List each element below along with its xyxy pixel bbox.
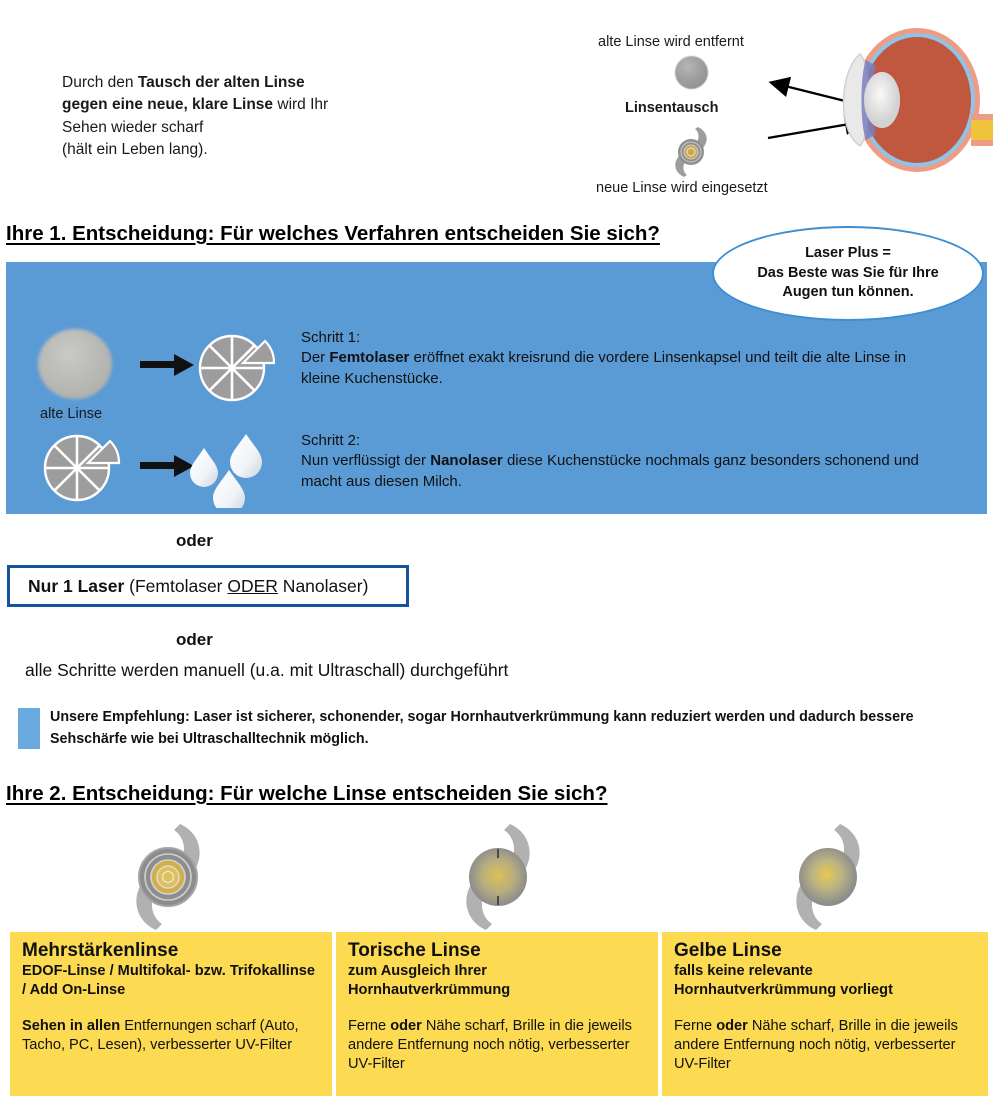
recommendation-text: Unsere Empfehlung: Laser ist sicherer, schonender, sogar Hornhautverkrümmung kann reduziert werden und dadurch bessere Sehschärfe wie bei Ultraschalltechnik möglich. (50, 709, 914, 747)
intro-line1-bold: Tausch der alten Linse (137, 74, 305, 91)
right-arrow-icon-step1 (140, 352, 196, 378)
eye-diagram (580, 12, 993, 197)
lens-card-body-bold: oder (716, 1018, 748, 1035)
one-laser-rest-a: (Femtolaser (124, 575, 228, 596)
lens-card-body-a: Ferne (674, 1018, 717, 1035)
callout-line1: Laser Plus = (805, 245, 891, 262)
step2-text-bold: Nanolaser (430, 452, 503, 470)
lens-card-body-bold: oder (390, 1018, 422, 1035)
callout-line2: Das Beste was Sie für Ihre (757, 264, 939, 281)
intro-line1-plain: Durch den (62, 74, 138, 91)
lens-card-title: Torische Linse (348, 940, 481, 961)
intro-line3: Sehen wieder scharf (62, 118, 204, 136)
lens-card-body (22, 1017, 320, 1055)
step2-text-a: Nun verflüssigt der (301, 452, 431, 470)
one-laser-underline: ODER (227, 575, 278, 596)
old-lens-caption: alte Linse (40, 406, 103, 422)
lens-card-body-rest: Entfernungen scharf (Auto, Tacho, PC, Lesen), verbesserter UV-Filter (22, 1018, 299, 1054)
manual-procedure-text: alle Schritte werden manuell (u.a. mit Ultraschall) durchgeführt (25, 660, 509, 680)
oder-separator-1: oder (176, 531, 213, 550)
one-laser-bold: Nur 1 Laser (28, 575, 125, 596)
yellow-lens-icon (778, 818, 878, 941)
step2-label: Schritt 2: (301, 432, 361, 449)
step2-text-b: diese Kuchenstücke nochmals ganz besonders schonend und macht aus diesen Milch. (301, 452, 919, 490)
one-laser-option-box (7, 565, 409, 607)
lens-card-toric (336, 932, 658, 1096)
eye-cross-section-icon (832, 14, 993, 186)
cataract-lens-icon (38, 329, 112, 399)
step1-text-a: Der (301, 349, 330, 367)
intro-line2-bold: gegen eine neue, klare Linse (62, 96, 274, 114)
step1-label: Schritt 1: (301, 329, 361, 346)
callout-line3: Augen tun können. (782, 284, 914, 301)
lens-card-multifocal (10, 932, 332, 1096)
lens-card-body (348, 1017, 646, 1074)
step1-text-bold: Femtolaser (329, 349, 410, 367)
intro-paragraph (62, 72, 392, 161)
step2-description (301, 431, 941, 492)
intro-line4: (hält ein Leben lang). (62, 140, 208, 158)
eye-label-old-lens-removed: alte Linse wird entfernt (598, 34, 744, 50)
oder-separator-2: oder (176, 630, 213, 649)
toric-lens-icon (448, 818, 548, 941)
step1-description (301, 328, 941, 389)
segmented-lens-icon-2 (41, 430, 121, 506)
intro-line2-plain: wird Ihr (273, 96, 329, 114)
recommendation-accent-bar (18, 708, 40, 749)
lens-card-body (674, 1017, 976, 1074)
lens-card-yellow (662, 932, 988, 1096)
step1-text-b: eröffnet exakt kreisrund die vordere Linsenkapsel und teilt die alte Linse in kleine Kuchenstücke. (301, 349, 907, 387)
page-heading-1: Ihre 1. Entscheidung: Für welches Verfahren entscheiden Sie sich? (6, 222, 660, 245)
lens-card-body-rest: Nähe scharf, Brille in die jeweils andere Entfernung noch nötig, verbesserter UV-Filter (348, 1018, 632, 1073)
water-droplets-icon (182, 428, 292, 508)
lens-card-title: Gelbe Linse (674, 940, 782, 961)
laser-plus-callout (712, 226, 984, 321)
lens-card-body-rest: Nähe scharf, Brille in die jeweils andere Entfernung noch nötig, verbesserter UV-Filter (674, 1018, 958, 1073)
lens-card-subtitle: EDOF-Linse / Multifokal- bzw. Trifokallinse / Add On-Linse (22, 963, 315, 998)
eye-label-new-lens-inserted: neue Linse wird eingesetzt (596, 180, 768, 196)
segmented-lens-icon-1 (196, 330, 276, 406)
lens-card-body-a: Ferne (348, 1018, 391, 1035)
laser-plus-title: LASER PLUS (Femtolaser UND Nanolaser) (26, 14, 490, 40)
lens-card-body-bold: Sehen in allen (22, 1018, 121, 1035)
page-heading-2: Ihre 2. Entscheidung: Für welche Linse entscheiden Sie sich? (6, 782, 608, 805)
lens-card-subtitle: zum Ausgleich Ihrer Hornhautverkrümmung (348, 963, 511, 998)
lens-card-subtitle: falls keine relevante Hornhautverkrümmung vorliegt (674, 963, 893, 998)
lens-card-title: Mehrstärkenlinse (22, 940, 179, 961)
one-laser-text (28, 576, 368, 597)
one-laser-rest-b: Nanolaser) (277, 575, 369, 596)
eye-label-lens-exchange: Linsentausch (625, 100, 719, 116)
multifocal-lens-icon (118, 818, 218, 941)
callout-text (757, 244, 938, 302)
